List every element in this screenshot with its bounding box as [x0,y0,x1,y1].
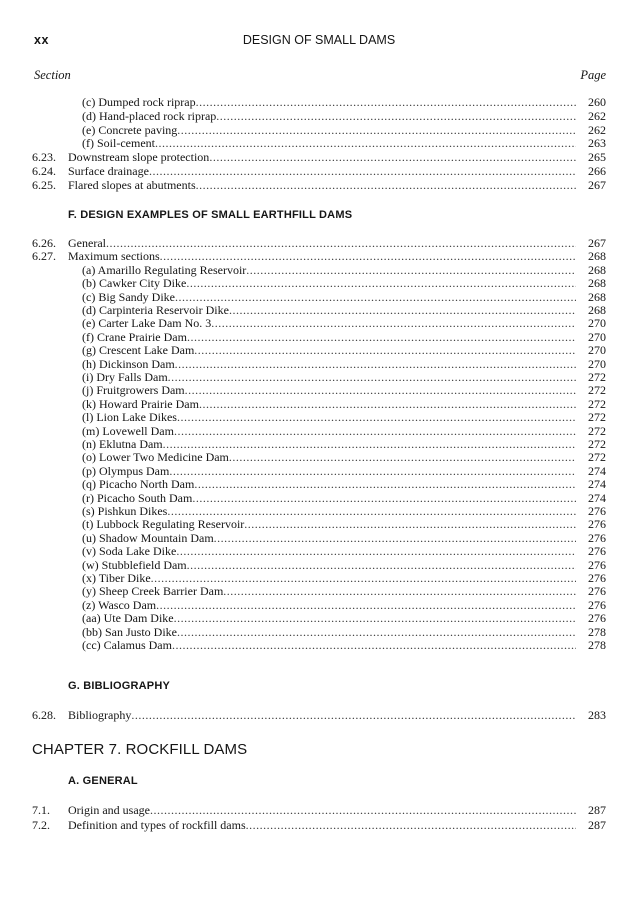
toc-entry [0,110,638,124]
toc-entry [0,331,638,345]
toc-entry-title: (d) Hand-placed rock riprap [82,109,217,123]
toc-entry-title: (i) Dry Falls Dam [82,371,168,384]
toc-entry-title: (a) Amarillo Regulating Reservoir [82,263,247,277]
toc-entry-title: (u) Shadow Mountain Dam [82,531,214,545]
toc-entry-title: (j) Fruitgrowers Dam [82,384,185,398]
toc-entry-title: (p) Olympus Dam [82,464,170,478]
toc-entry-title: (f) Soil-cement [82,137,155,151]
toc-entry-page: 287 [588,803,606,817]
toc-entry [0,425,638,439]
dot-leader [149,165,576,179]
toc-entry-title: Definition and types of rockfill dams [68,818,246,832]
toc-entry [0,344,638,358]
dot-leader [163,438,576,452]
toc-entry [0,505,638,519]
toc-entry-page: 270 [588,329,606,344]
dot-leader [151,572,576,586]
toc-entry-page: 272 [588,370,606,384]
toc-entry-title: (g) Crescent Lake Dam [82,344,195,358]
toc-entry-page: 276 [588,571,606,585]
toc-entry-page: 272 [588,396,606,411]
dot-leader [194,344,576,358]
toc-entry-number: 6.28. [32,708,56,722]
toc-entry-page: 267 [588,236,606,250]
dot-leader [211,317,576,331]
toc-entry [0,237,638,251]
dot-leader [244,518,576,532]
toc-entry [0,317,638,331]
toc-entry-number: 6.27. [32,249,56,264]
toc-entry-page: 272 [588,437,606,451]
dot-leader [168,371,576,385]
toc-entry-page: 272 [588,410,606,425]
toc-entry [0,137,638,151]
dot-leader [192,492,576,506]
toc-entry-title: (c) Big Sandy Dike [82,290,175,304]
toc-entry-page: 274 [588,463,606,478]
toc-entry-page: 272 [588,423,606,438]
toc-entry [0,492,638,506]
toc-entry [0,572,638,586]
toc-entry-page: 274 [588,490,606,505]
toc-entry-title: (h) Dickinson Dam [82,357,175,371]
toc-entry-page: 268 [588,249,606,264]
toc-entry-page: 276 [588,504,606,518]
toc-entry-title: (l) Lion Lake Dikes [82,411,177,425]
toc-entry-page: 283 [588,708,606,722]
dot-leader [174,425,576,439]
toc-entry-title: (z) Wasco Dam [82,598,157,612]
toc-entry [0,96,638,110]
subsection-heading-f: F. DESIGN EXAMPLES OF SMALL EARTHFILL DAMS [68,209,353,221]
dot-leader [160,250,576,264]
toc-entry-title: (m) Lovewell Dam [82,424,174,438]
toc-entry [0,304,638,318]
toc-entry-page: 268 [588,262,606,277]
dot-leader [246,264,576,278]
toc-entry-title: (s) Pishkun Dikes [82,505,168,518]
toc-entry [0,612,638,626]
dot-leader [177,626,576,640]
dot-leader [214,532,576,546]
toc-entry-page: 274 [588,477,606,492]
toc-entry-title: (d) Carpinteria Reservoir Dike [82,304,229,317]
toc-entry-title: Downstream slope protection [68,151,210,165]
toc-entry-number: 6.26. [32,236,56,250]
toc-entry [0,264,638,278]
toc-entry [0,451,638,465]
toc-entry [0,124,638,138]
toc-entry [0,639,638,653]
toc-entry [0,545,638,559]
dot-leader [246,819,576,833]
subsection-heading-a: A. GENERAL [68,775,138,787]
dot-leader [106,237,576,251]
toc-entry [0,250,638,264]
toc-entry-title: (t) Lubbock Regulating Reservoir [82,518,245,532]
toc-entry-page: 268 [588,276,606,291]
toc-entry-title: (r) Picacho South Dam [82,491,193,505]
dot-leader [209,151,576,165]
toc-entry-number: 6.24. [32,164,56,178]
toc-entry-page: 278 [588,624,606,639]
dot-leader [199,398,576,412]
toc-entry-title: (e) Concrete paving [82,123,178,137]
dot-leader [229,451,576,465]
toc-entry-page: 262 [588,108,606,123]
toc-entry-title: (y) Sheep Creek Barrier Dam [82,585,224,599]
dot-leader [174,612,576,626]
toc-entry-page: 278 [588,638,606,652]
toc-entry-page: 276 [588,597,606,612]
toc-entry [0,291,638,305]
toc-entry [0,585,638,599]
dot-leader [156,599,576,613]
toc-entry-title: (c) Dumped rock riprap [82,96,196,109]
toc-entry-page: 263 [588,136,606,151]
toc-entry [0,532,638,546]
toc-entry-number: 6.23. [32,150,56,165]
dot-leader [131,709,576,723]
toc-entry-page: 267 [588,177,606,192]
dot-leader [176,545,576,559]
dot-leader [167,505,576,519]
dot-leader [169,465,576,479]
dot-leader [194,478,576,492]
toc-entry-page: 276 [588,517,606,532]
toc-entry [0,559,638,573]
dot-leader [177,124,576,138]
toc-entry-page: 276 [588,584,606,599]
toc-entry [0,438,638,452]
toc-entry-page: 276 [588,544,606,559]
toc-entry [0,151,638,165]
toc-entry [0,819,638,833]
toc-entry-page: 266 [588,164,606,178]
toc-entry-page: 270 [588,316,606,331]
dot-leader [172,639,576,653]
dot-leader [196,179,576,193]
toc-entry [0,478,638,492]
toc-entry [0,165,638,179]
toc-entry [0,179,638,193]
toc-entry-title: (v) Soda Lake Dike [82,545,177,559]
toc-entry-title: (q) Picacho North Dam [82,478,195,492]
dot-leader [187,559,576,573]
toc-entry-title: (x) Tiber Dike [82,572,151,585]
page-number: xx [34,33,49,47]
page-column-heading: Page [580,68,606,82]
toc-entry-number: 7.1. [32,803,50,817]
dot-leader [186,277,576,291]
dot-leader [175,291,576,305]
toc-entry-number: 6.25. [32,177,56,192]
toc-entry-title: Surface drainage [68,165,149,178]
toc-entry-page: 272 [588,383,606,398]
toc-entry [0,411,638,425]
toc-entry-page: 272 [588,450,606,465]
toc-entry [0,804,638,818]
toc-entry-page: 268 [588,303,606,317]
toc-entry [0,709,638,723]
toc-entry [0,384,638,398]
toc-entry [0,398,638,412]
dot-leader [177,411,576,425]
toc-entry [0,371,638,385]
toc-entry-title: (w) Stubblefield Dam [82,558,187,572]
chapter-heading: CHAPTER 7. ROCKFILL DAMS [32,741,248,758]
toc-entry [0,465,638,479]
dot-leader [196,96,576,110]
toc-entry-number: 7.2. [32,817,50,832]
subsection-heading-g: G. BIBLIOGRAPHY [68,680,171,692]
toc-entry-title: (cc) Calamus Dam [82,639,172,652]
dot-leader [185,384,576,398]
dot-leader [150,804,576,818]
dot-leader [223,585,576,599]
toc-entry-page: 268 [588,289,606,304]
toc-entry [0,599,638,613]
dot-leader [216,110,576,124]
toc-entry-page: 265 [588,150,606,165]
toc-entry-title: Flared slopes at abutments [68,178,196,192]
dot-leader [155,137,576,151]
toc-entry-title: Origin and usage [68,804,150,817]
toc-entry [0,626,638,640]
toc-entry-page: 276 [588,611,606,626]
toc-entry-page: 276 [588,557,606,572]
toc-entry-title: (k) Howard Prairie Dam [82,397,199,411]
section-column-heading: Section [34,68,71,82]
toc-entry-page: 270 [588,356,606,371]
toc-entry-page: 276 [588,530,606,545]
toc-entry-title: (f) Crane Prairie Dam [82,330,187,344]
dot-leader [187,331,576,345]
toc-entry-title: (bb) San Justo Dike [82,625,177,639]
toc-entry-title: Maximum sections [68,250,160,264]
toc-entry [0,518,638,532]
toc-entry-title: (aa) Ute Dam Dike [82,612,174,626]
toc-entry-title: Bibliography [68,709,132,722]
toc-entry-page: 287 [588,817,606,832]
toc-entry-page: 270 [588,343,606,358]
dot-leader [229,304,576,318]
toc-entry-title: General [68,237,106,250]
running-title: DESIGN OF SMALL DAMS [242,33,396,47]
toc-entry-title: (b) Cawker City Dike [82,277,187,291]
toc-entry-title: (o) Lower Two Medicine Dam [82,451,229,465]
toc-entry [0,358,638,372]
dot-leader [175,358,576,372]
toc-entry-title: (e) Carter Lake Dam No. 3 [82,317,212,331]
toc-entry-title: (n) Eklutna Dam [82,438,163,451]
toc-entry [0,277,638,291]
toc-entry-page: 260 [588,95,606,109]
toc-entry-page: 262 [588,122,606,137]
